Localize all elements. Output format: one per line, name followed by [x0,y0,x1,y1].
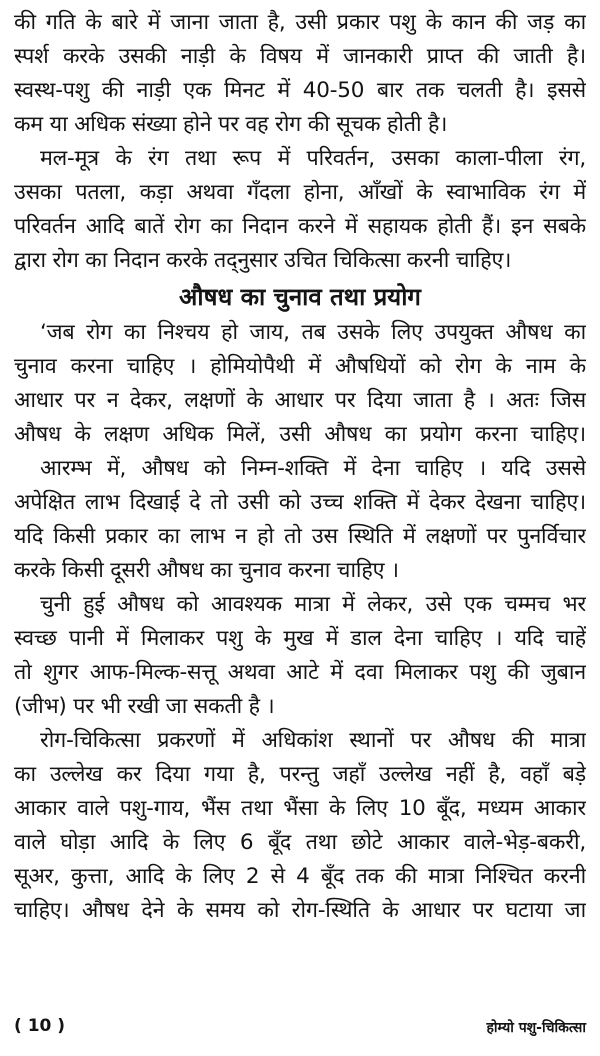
text-line: सूअर, कुत्ता, आदि के लिए 2 से 4 बूँद तक की मात्रा निश्चित करनी [14,864,586,889]
text-line: उसका पतला, कड़ा अथवा गँदला होना, आँखों के स्वाभाविक रंग में [14,180,586,205]
text-line: का उल्लेख कर दिया गया है, परन्तु जहाँ उल्लेख नहीं है, वहाँ बड़े [14,762,586,787]
paragraph-administration [14,588,586,724]
running-title: होम्यो पशु-चिकित्सा [486,1020,586,1036]
text-line: चुनी हुई औषध को आवश्यक मात्रा में लेकर, उसे एक चम्मच भर [40,592,586,617]
text-line: ‘जब रोग का निश्चय हो जाय, तब उसके लिए उपयुक्त औषध का [40,320,586,345]
paragraph-pulse [14,6,586,142]
text-line: करके किसी दूसरी औषध का चुनाव करना चाहिए । [14,558,399,583]
page-number: ( 10 ) [14,1016,66,1036]
text-line: मल-मूत्र के रंग तथा रूप में परिवर्तन, उसका काला-पीला रंग, [40,146,586,171]
text-line: वाले घोड़ा आदि के लिए 6 बूँद तथा छोटे आकार वाले-भेड़-बकरी, [14,830,586,855]
page-content [14,6,586,928]
text-line: आधार पर न देकर, लक्षणों के आधार पर दिया जाता है । अतः जिस [14,388,586,413]
text-line: अपेक्षित लाभ दिखाई दे तो उसी को उच्च शक्ति में देकर देखना चाहिए। [14,490,586,515]
text-line: औषध के लक्षण अधिक मिलें, उसी औषध का प्रयोग करना चाहिए। [14,422,586,447]
text-line: स्पर्श करके उसकी नाड़ी के विषय में जानकारी प्राप्त की जाती है। [14,44,586,69]
text-line: द्वारा रोग का निदान करके तद्नुसार उचित चिकित्सा करनी चाहिए। [14,248,512,273]
text-line: चाहिए। औषध देने के समय को रोग-स्थिति के आधार पर घटाया जा [14,898,586,923]
text-line: कम या अधिक संख्या होने पर वह रोग की सूचक होती है। [14,112,448,137]
text-line: यदि किसी प्रकार का लाभ न हो तो उस स्थिति में लक्षणों पर पुनर्विचार [14,524,586,549]
page-footer [14,1016,586,1042]
text-line: स्वस्थ-पशु की नाड़ी एक मिनट में 40-50 बार तक चलती है। इससे [14,78,586,103]
text-line: परिवर्तन आदि बातें रोग का निदान करने में सहायक होती हैं। इन सबके [14,214,586,239]
text-line: स्वच्छ पानी में मिलाकर पशु के मुख में डाल देना चाहिए । यदि चाहें [14,626,586,651]
text-line: रोग-चिकित्सा प्रकरणों में अधिकांश स्थानों पर औषध की मात्रा [40,728,586,753]
text-line: आरम्भ में, औषध को निम्न-शक्ति में देना चाहिए । यदि उससे [40,456,586,481]
text-line: की गति के बारे में जाना जाता है, उसी प्रकार पशु के कान की जड़ का [14,10,586,35]
text-line: (जीभ) पर भी रखी जा सकती है । [14,694,275,719]
paragraph-stool-urine [14,142,586,278]
text-line: चुनाव करना चाहिए । होमियोपैथी में औषधियों को रोग के नाम के [14,354,586,379]
text-line: तो शुगर आफ-मिल्क-सत्तू अथवा आटे में दवा मिलाकर पशु की जुबान [14,660,586,685]
text-line: आकार वाले पशु-गाय, भैंस तथा भैंसा के लिए 10 बूँद, मध्यम आकार [14,796,586,821]
paragraph-selection [14,316,586,452]
paragraph-dosage [14,724,586,928]
paragraph-potency [14,452,586,588]
section-heading: औषध का चुनाव तथा प्रयोग [179,283,421,311]
